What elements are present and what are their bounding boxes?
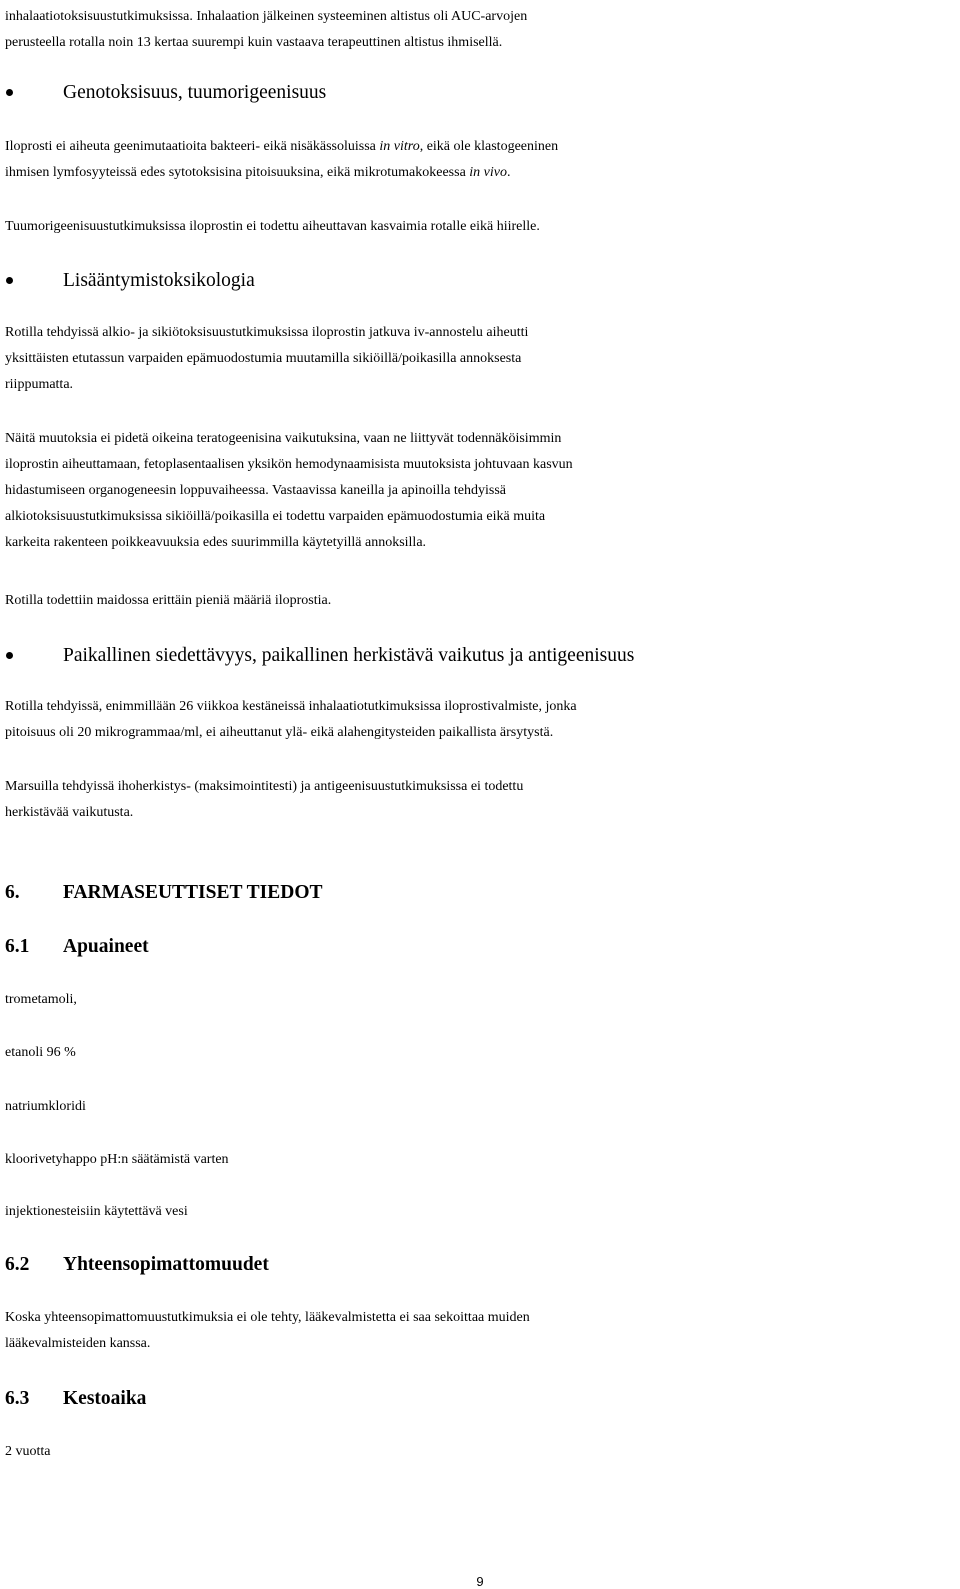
text-line: yksittäisten etutassun varpaiden epämuodostumia muutamilla sikiöillä/poikasilla annoksesta (5, 351, 522, 366)
text-line: alkiotoksisuustutkimuksissa sikiöillä/poikasilla ei todettu varpaiden epämuodostumia eikä muita (5, 509, 546, 524)
section-title: FARMASEUTTISET TIEDOT (63, 882, 323, 903)
section-title: Yhteensopimattomuudet (63, 1254, 269, 1275)
text-span: . (507, 165, 511, 180)
text-line: pitoisuus oli 20 mikrogrammaa/ml, ei aiheuttanut ylä- eikä alahengitysteiden paikallista ärsytystä. (5, 725, 554, 740)
paragraph-incompatibilities (5, 1305, 955, 1357)
page-number: 9 (476, 1574, 484, 1589)
text-line: herkistävää vaikutusta. (5, 805, 134, 820)
paragraph-inhalation-exposure (5, 4, 955, 56)
text-span: , eikä ole klastogeeninen (419, 139, 559, 154)
excipient-item: trometamoli, (5, 992, 77, 1007)
shelf-life-value: 2 vuotta (5, 1444, 51, 1459)
bullet-label: Lisääntymistoksikologia (63, 270, 255, 291)
text-line: riippumatta. (5, 377, 74, 392)
text-line: Näitä muutoksia ei pidetä oikeina teratogeenisina vaikutuksina, vaan ne liittyvät todennäköisimmin (5, 431, 562, 446)
section-title: Apuaineet (63, 936, 149, 957)
bullet-label: Paikallinen siedettävyys, paikallinen herkistävä vaikutus ja antigeenisuus (63, 645, 635, 666)
section-heading-6 (5, 880, 955, 906)
text-span: Iloprosti ei aiheuta geenimutaatioita bakteeri- eikä nisäkässoluissa (5, 139, 380, 154)
bullet-label: Genotoksisuus, tuumorigeenisuus (63, 82, 327, 103)
text-line: lääkevalmisteiden kanssa. (5, 1336, 151, 1351)
excipient-item: etanoli 96 % (5, 1045, 76, 1060)
text-line: perusteella rotalla noin 13 kertaa suurempi kuin vastaava terapeuttinen altistus ihmisellä. (5, 35, 503, 50)
paragraph-milk: Rotilla todettiin maidossa erittäin pieniä määriä iloprostia. (5, 593, 332, 608)
section-heading-6-2 (5, 1252, 955, 1278)
text-line (5, 134, 955, 160)
bullet-dot-icon (6, 277, 13, 284)
text-line: Rotilla tehdyissä alkio- ja sikiötoksisuustutkimuksissa iloprostin jatkuva iv-annostelu aiheutti (5, 325, 529, 340)
paragraph-genotoxicity (5, 134, 955, 186)
paragraph-sensitization (5, 774, 955, 826)
text-line: inhalaatiotoksisuustutkimuksissa. Inhalaation jälkeinen systeeminen altistus oli AUC-arvojen (5, 9, 528, 24)
bullet-dot-icon (6, 652, 13, 659)
text-line: Koska yhteensopimattomuustutkimuksia ei ole tehty, lääkevalmistetta ei saa sekoittaa muiden (5, 1310, 530, 1325)
excipient-item: kloorivetyhappo pH:n säätämistä varten (5, 1152, 229, 1167)
text-line: Rotilla tehdyissä, enimmillään 26 viikkoa kestäneissä inhalaatiotutkimuksissa iloprostivalmiste, jonka (5, 699, 577, 714)
section-number: 6. (5, 882, 20, 903)
text-line: karkeita rakenteen poikkeavuuksia edes suurimmilla käytetyillä annoksilla. (5, 535, 427, 550)
text-line: iloprostin aiheuttamaan, fetoplasentaalisen yksikön hemodynaamisista muutoksista johtuvaan kasvun (5, 457, 573, 472)
text-line: Marsuilla tehdyissä ihoherkistys- (maksimointitesti) ja antigeenisuustutkimuksissa ei todettu (5, 779, 524, 794)
paragraph-reproductive (5, 320, 955, 398)
text-line (5, 160, 955, 186)
excipient-item: natriumkloridi (5, 1099, 86, 1114)
section-number: 6.1 (5, 936, 30, 957)
italic-term: in vitro (379, 139, 420, 154)
text-line: hidastumiseen organogeneesin loppuvaiheessa. Vastaavissa kaneilla ja apinoilla tehdyissä (5, 483, 507, 498)
section-number: 6.3 (5, 1388, 30, 1409)
text-span: ihmisen lymfosyyteissä edes sytotoksisina pitoisuuksina, eikä mikrotumakokeessa (5, 165, 470, 180)
section-number: 6.2 (5, 1254, 30, 1275)
paragraph-tumorigenicity: Tuumorigeenisuustutkimuksissa iloprostin ei todettu aiheuttavan kasvaimia rotalle eikä hiirelle. (5, 219, 540, 234)
section-heading-6-1 (5, 934, 955, 960)
bullet-dot-icon (6, 89, 13, 96)
paragraph-local-irritation (5, 694, 955, 746)
excipient-item: injektionesteisiin käytettävä vesi (5, 1204, 188, 1219)
paragraph-teratogenicity (5, 426, 955, 556)
italic-term: in vivo (469, 165, 507, 180)
section-heading-6-3 (5, 1386, 955, 1412)
section-title: Kestoaika (63, 1388, 147, 1409)
